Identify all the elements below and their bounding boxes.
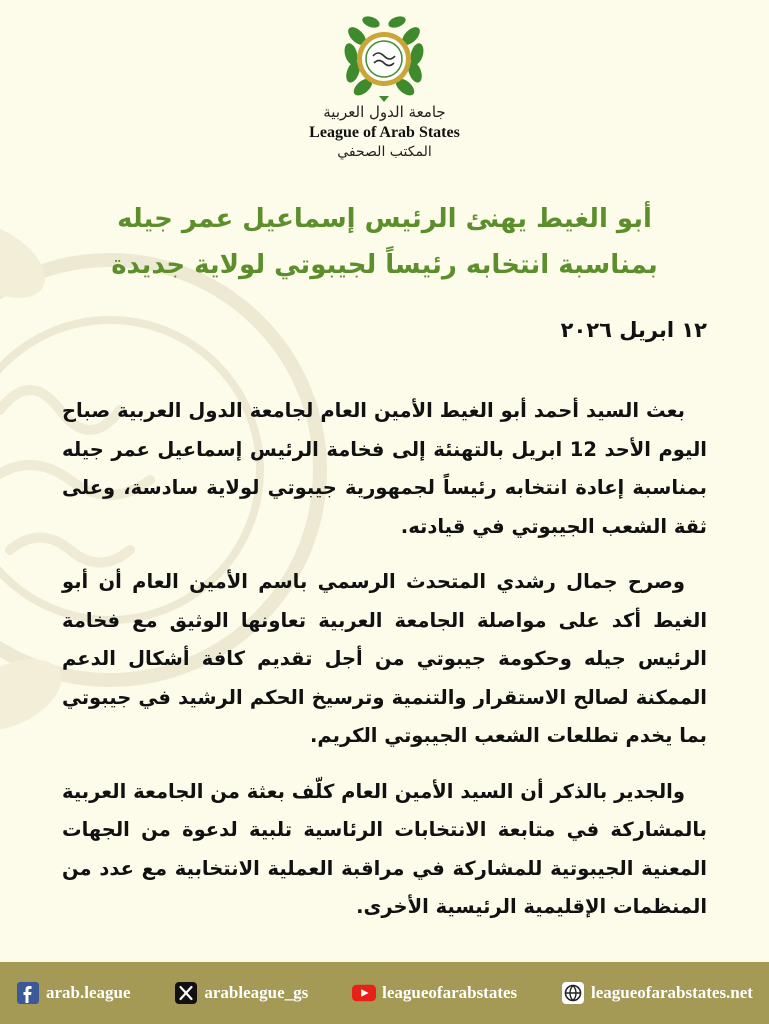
x-icon xyxy=(174,981,198,1005)
youtube-icon xyxy=(352,981,376,1005)
facebook-link[interactable] xyxy=(16,981,131,1005)
league-emblem-logo xyxy=(339,14,429,104)
youtube-link[interactable] xyxy=(352,981,517,1005)
website-link[interactable] xyxy=(561,981,753,1005)
org-name-english: League of Arab States xyxy=(309,124,460,141)
facebook-handle: arab.league xyxy=(46,983,131,1002)
paragraph-3: والجدير بالذكر أن السيد الأمين العام كلّف بعثة من الجامعة العربية بالمشاركة في متابعة الانتخابات الرئاسية تلبية لدعوة من الجهات المعنية الجيبوتية للمشاركة في مراقبة العملية الانتخابية مع عدد من المنظمات الإقليمية الرئيسية الأخرى. xyxy=(62,779,707,918)
article-body xyxy=(62,392,707,944)
x-link[interactable] xyxy=(174,981,308,1005)
globe-icon xyxy=(561,981,585,1005)
facebook-icon xyxy=(16,981,40,1005)
org-name-arabic: جامعة الدول العربية xyxy=(323,103,446,121)
website-address: leagueofarabstates.net xyxy=(591,983,753,1002)
headline xyxy=(40,196,729,288)
social-footer xyxy=(0,962,769,1024)
release-date: ١٢ ابريل ٢٠٢٦ xyxy=(560,318,707,342)
headline-line-1: أبو الغيط يهنئ الرئيس إسماعيل عمر جيله xyxy=(117,204,652,234)
paragraph-1: بعث السيد أحمد أبو الغيط الأمين العام لجامعة الدول العربية صباح اليوم الأحد 12 ابريل بالتهنئة إلى فخامة الرئيس إسماعيل عمر جيله بمناسبة إعادة انتخابه رئيساً لجمهورية جيبوتي لولاية سادسة، وعلى ثقة الشعب الجيبوتي في قيادته. xyxy=(62,399,707,538)
x-handle: arableague_gs xyxy=(204,983,309,1002)
headline-line-2: بمناسبة انتخابه رئيساً لجيبوتي لولاية جديدة xyxy=(111,250,658,280)
paragraph-2: وصرح جمال رشدي المتحدث الرسمي باسم الأمين العام أن أبو الغيط أكد على مواصلة الجامعة العربية تعاونها الوثيق مع فخامة الرئيس جيله وحكومة جيبوتي من أجل تقديم كافة أشكال الدعم الممكنة لصالح الاستقرار والتنمية وترسيخ الحكم الرشيد في جيبوتي بما يخدم تطلعات الشعب الجيبوتي الكريم. xyxy=(62,570,707,747)
press-office-label: المكتب الصحفي xyxy=(337,144,432,160)
youtube-handle: leagueofarabstates xyxy=(382,983,518,1002)
